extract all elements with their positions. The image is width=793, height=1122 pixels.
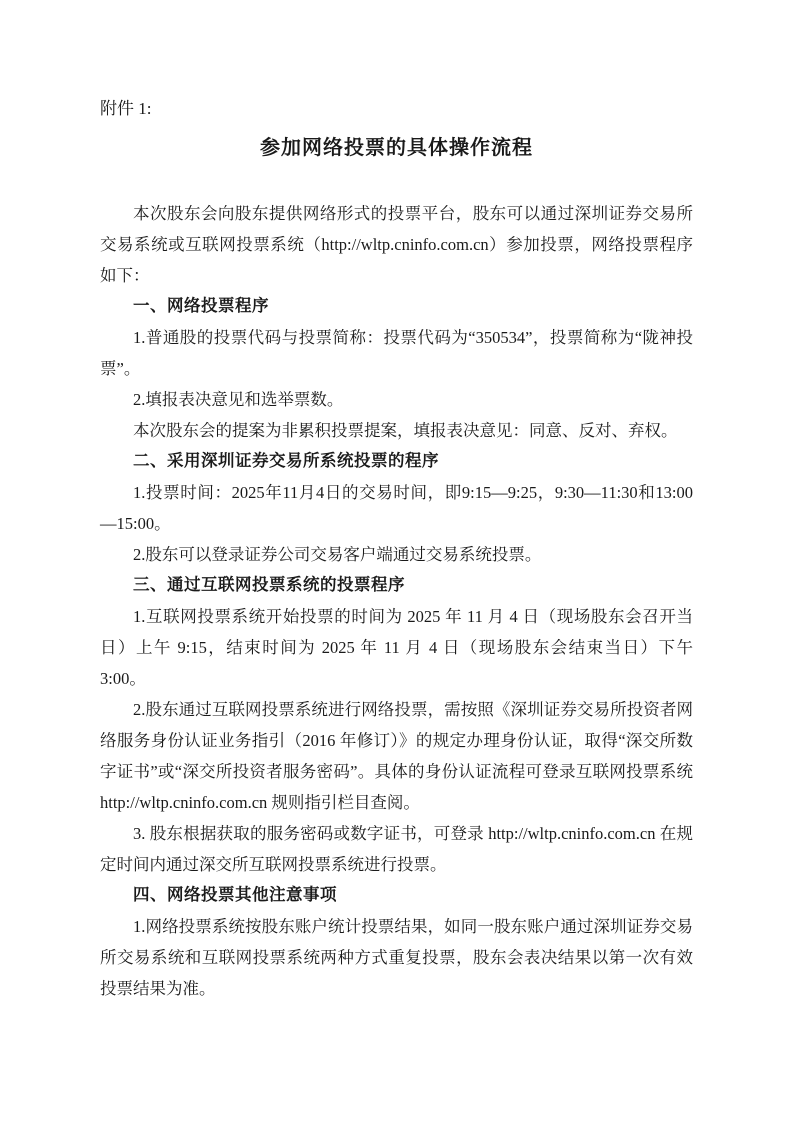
paragraph: 1.普通股的投票代码与投票简称：投票代码为“350534”，投票简称为“陇神投票”。 <box>100 328 693 378</box>
section-heading-2: 二、采用深圳证券交易所系统投票的程序 <box>133 452 439 470</box>
paragraph: 1.网络投票系统按股东账户统计投票结果，如同一股东账户通过深圳证券交易所交易系统和互联网投票系统两种方式重复投票，股东会表决结果以第一次有效投票结果为准。 <box>100 917 693 998</box>
paragraph: 2.股东通过互联网投票系统进行网络投票，需按照《深圳证券交易所投资者网络服务身份认证业务指引（2016 年修订）》的规定办理身份认证，取得“深交所数字证书”或“深交所投资者服务密码”。具体的身份认证流程可登录互联网投票系统 http://wltp.cninfo.com.cn 规则指引栏目查阅。 <box>100 700 693 812</box>
paragraph: 3. 股东根据获取的服务密码或数字证书，可登录 http://wltp.cninfo.com.cn 在规定时间内通过深交所互联网投票系统进行投票。 <box>100 824 693 874</box>
paragraph: 1.投票时间：2025年11月4日的交易时间，即9:15—9:25，9:30—11:30和13:00—15:00。 <box>100 483 693 533</box>
intro-paragraph: 本次股东会向股东提供网络形式的投票平台，股东可以通过深圳证券交易所交易系统或互联网投票系统（http://wltp.cninfo.com.cn）参加投票，网络投票程序如下： <box>100 204 693 285</box>
paragraph: 1.互联网投票系统开始投票的时间为 2025 年 11 月 4 日（现场股东会召开当日）上午 9:15，结束时间为 2025 年 11 月 4 日（现场股东会结束当日）下午 3:00。 <box>100 607 693 688</box>
attachment-label: 附件 1: <box>100 99 152 118</box>
section-heading-3: 三、通过互联网投票系统的投票程序 <box>133 576 405 594</box>
section-heading-4: 四、网络投票其他注意事项 <box>133 886 337 904</box>
document-title: 参加网络投票的具体操作流程 <box>260 137 533 159</box>
paragraph: 本次股东会的提案为非累积投票提案，填报表决意见：同意、反对、弃权。 <box>133 421 678 440</box>
paragraph: 2.填报表决意见和选举票数。 <box>133 390 344 409</box>
section-heading-1: 一、网络投票程序 <box>133 297 269 315</box>
paragraph: 2.股东可以登录证券公司交易客户端通过交易系统投票。 <box>133 545 542 564</box>
